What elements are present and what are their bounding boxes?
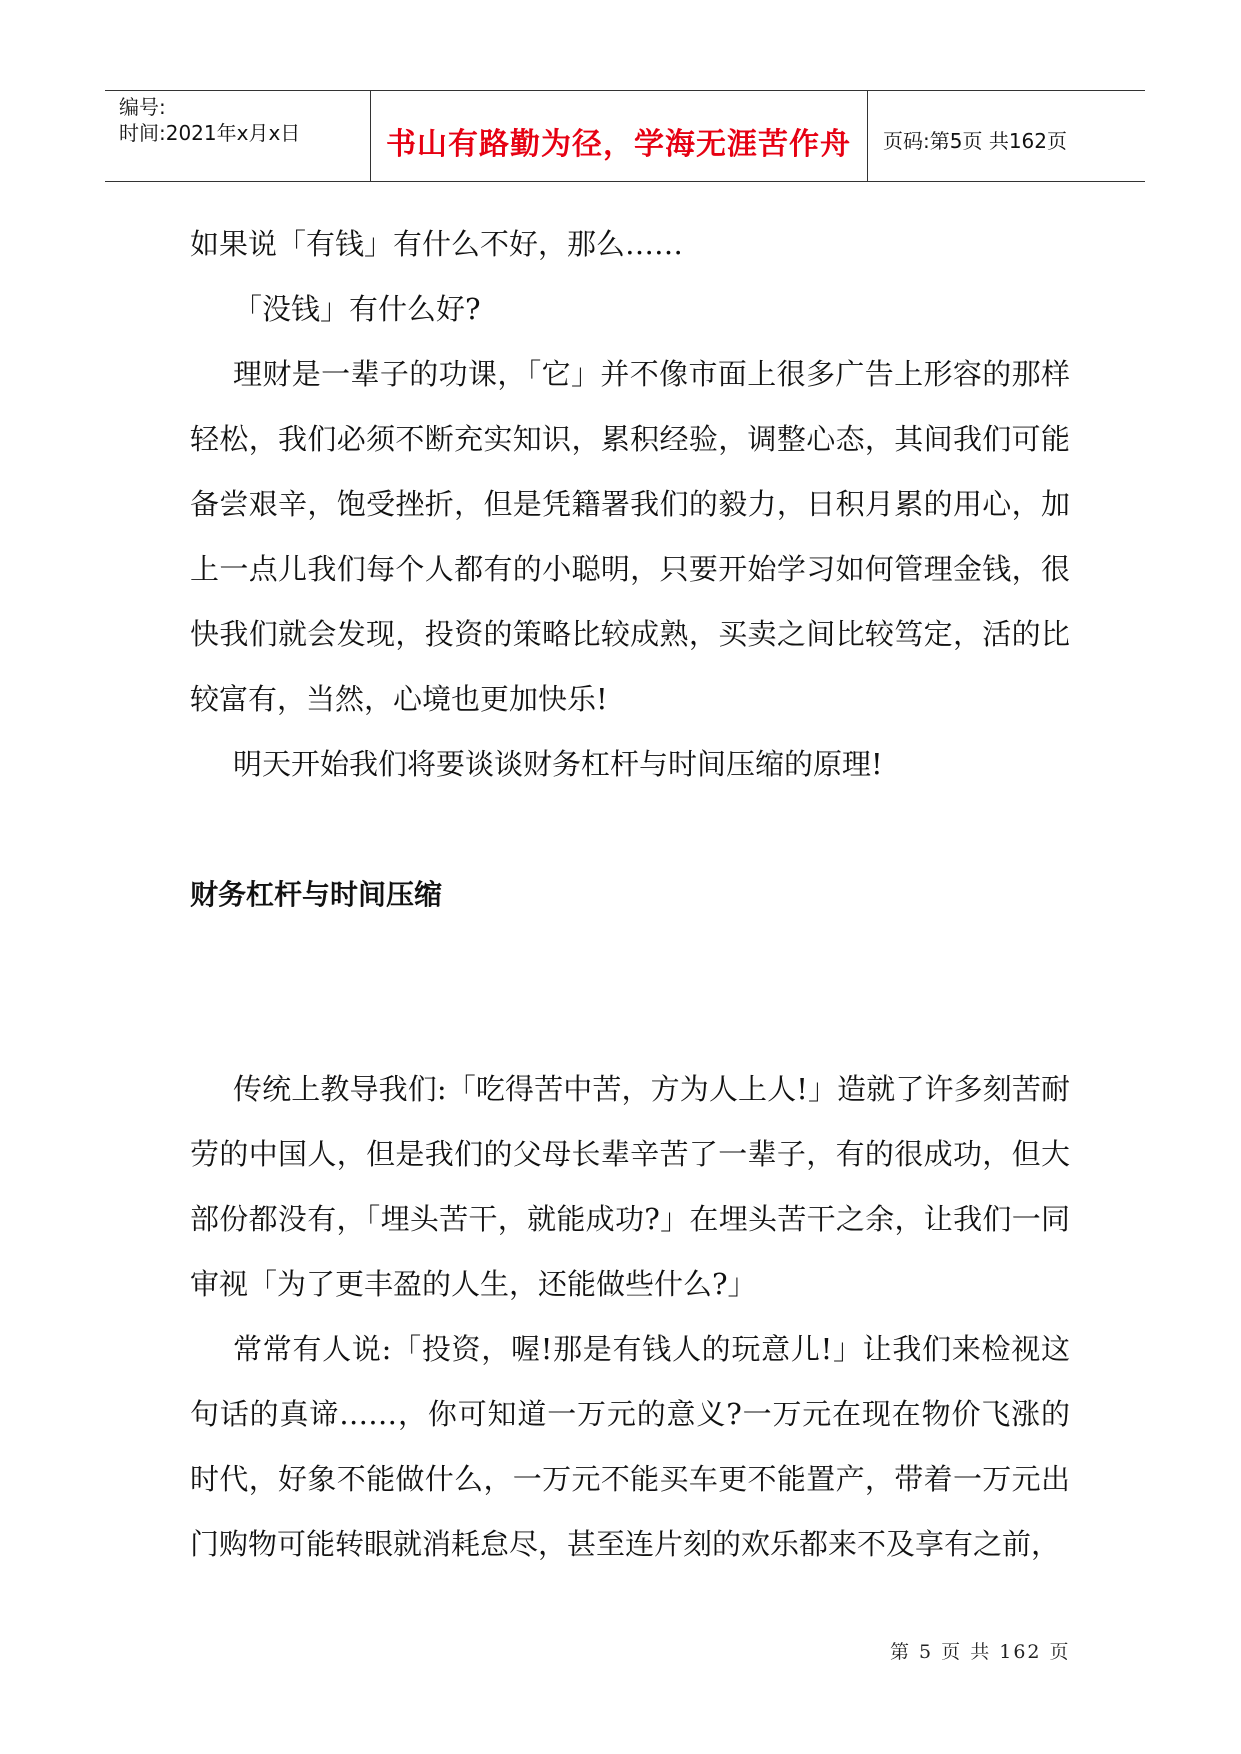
document-body: [190, 212, 1070, 1577]
paragraph: 理财是一辈子的功课，「它」并不像市面上很多广告上形容的那样轻松，我们必须不断充实知识，累积经验，调整心态，其间我们可能备尝艰辛，饱受挫折，但是凭籍署我们的毅力，日积月累的用心，加上一点儿我们每个人都有的小聪明，只要开始学习如何管理金钱，很快我们就会发现，投资的策略比较成熟，买卖之间比较笃定，活的比较富有，当然，心境也更加快乐!: [190, 357, 1070, 716]
document-time-label: 时间:2021年x月x日: [119, 121, 301, 145]
header-page-info: 页码:第5页 共162页: [883, 129, 1067, 153]
document-number-label: 编号:: [119, 95, 166, 119]
header-page-cell: [867, 91, 1145, 181]
section-heading: 财务杠杆与时间压缩: [190, 878, 443, 911]
paragraph: 「没钱」有什么好?: [233, 292, 481, 326]
paragraph: 如果说「有钱」有什么不好，那么……: [190, 227, 684, 261]
header-meta: [105, 91, 371, 181]
page-footer: 第 5 页 共 162 页: [890, 1641, 1071, 1663]
document-header: [105, 90, 1145, 182]
paragraph: 传统上教导我们:「吃得苦中苦，方为人上人!」造就了许多刻苦耐劳的中国人，但是我们的父母长辈辛苦了一辈子，有的很成功，但大部份都没有，「埋头苦干，就能成功?」在埋头苦干之余，让我们一同审视「为了更丰盈的人生，还能做些什么?」: [190, 1072, 1070, 1301]
paragraph: 常常有人说:「投资，喔!那是有钱人的玩意儿!」让我们来检视这句话的真谛……，你可知道一万元的意义?一万元在现在物价飞涨的时代，好象不能做什么，一万元不能买车更不能置产，带着一万元出门购物可能转眼就消耗怠尽，甚至连片刻的欢乐都来不及享有之前，: [190, 1332, 1070, 1561]
header-motto-cell: [370, 91, 868, 181]
paragraph: 明天开始我们将要谈谈财务杠杆与时间压缩的原理!: [233, 747, 883, 781]
header-motto: 书山有路勤为径，学海无涯苦作舟: [386, 127, 851, 162]
